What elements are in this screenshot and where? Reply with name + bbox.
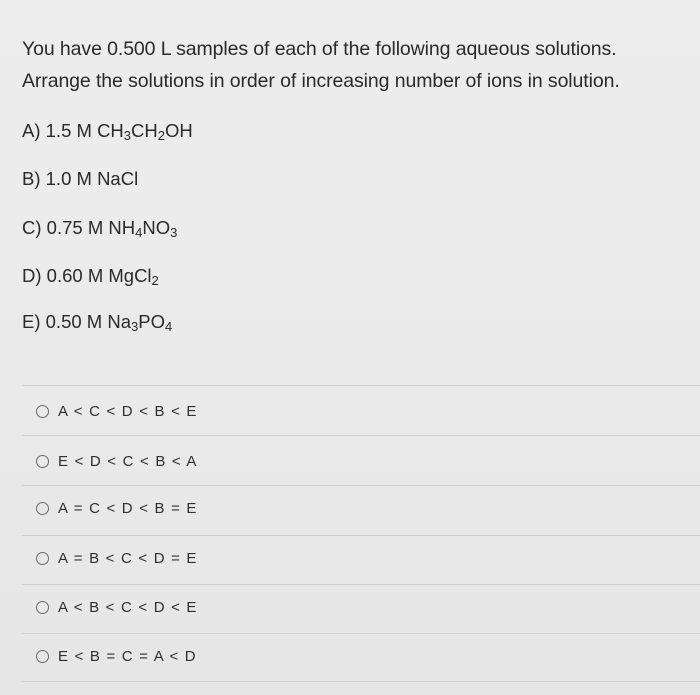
- option-label: A = C < D < B = E: [58, 499, 198, 517]
- option-5[interactable]: [36, 595, 198, 619]
- divider: [22, 535, 700, 536]
- radio-button[interactable]: [36, 552, 49, 565]
- solution-formula: $NH_4NO_3$: [108, 217, 178, 240]
- solution-formula: MgCl$_2$: [108, 265, 159, 288]
- solution-c: [22, 217, 177, 239]
- solution-concentration: 0.50 M: [45, 311, 103, 332]
- solution-concentration: 1.5 M: [45, 120, 92, 141]
- option-6[interactable]: [36, 644, 197, 668]
- option-2[interactable]: [36, 449, 198, 473]
- option-label: E < B = C = A < D: [58, 647, 197, 665]
- formula-subscript: 2: [157, 128, 165, 143]
- radio-button[interactable]: [36, 601, 49, 614]
- solution-a: [22, 120, 193, 142]
- solution-concentration: 0.75 M: [46, 217, 104, 238]
- divider: [22, 435, 700, 436]
- divider: [22, 633, 700, 634]
- option-label: E < D < C < B < A: [58, 452, 198, 470]
- radio-button[interactable]: [36, 650, 49, 663]
- solution-formula: $CH_3CH_2OH$: [97, 120, 193, 143]
- solution-formula: NaCl: [97, 168, 139, 189]
- formula-subscript: 4: [135, 225, 143, 240]
- solution-e: [22, 311, 172, 333]
- option-label: A < B < C < D < E: [58, 598, 198, 616]
- divider: [22, 385, 700, 386]
- formula-subscript: 4: [164, 319, 173, 334]
- solution-d: [22, 265, 159, 287]
- divider: [22, 485, 700, 486]
- solution-letter: E): [22, 311, 41, 332]
- question-line-2: Arrange the solutions in order of increasing number of ions in solution.: [22, 70, 620, 92]
- formula-subscript: 2: [151, 273, 159, 288]
- solution-letter: C): [22, 217, 42, 238]
- formula-subscript: 3: [123, 128, 132, 143]
- divider: [22, 584, 700, 585]
- solution-concentration: 1.0 M: [45, 168, 92, 189]
- solution-formula: $Na_3PO_4$: [107, 311, 173, 334]
- solution-letter: A): [22, 120, 41, 141]
- option-label: A = B < C < D = E: [58, 549, 198, 567]
- option-3[interactable]: [36, 496, 198, 520]
- formula-subscript: 3: [170, 225, 178, 240]
- radio-button[interactable]: [36, 455, 49, 468]
- solution-letter: B): [22, 168, 41, 189]
- question-line-1: You have 0.500 L samples of each of the following aqueous solutions.: [22, 38, 617, 60]
- option-1[interactable]: [36, 399, 198, 423]
- divider: [22, 681, 700, 682]
- radio-button[interactable]: [36, 405, 49, 418]
- solution-concentration: 0.60 M: [46, 265, 104, 286]
- answer-options: [0, 385, 700, 695]
- option-label: A < C < D < B < E: [58, 402, 198, 420]
- formula-subscript: 3: [131, 319, 139, 334]
- radio-button[interactable]: [36, 502, 49, 515]
- option-4[interactable]: [36, 546, 198, 570]
- solution-letter: D): [22, 265, 42, 286]
- solution-b: [22, 168, 138, 190]
- question-text: [22, 33, 694, 97]
